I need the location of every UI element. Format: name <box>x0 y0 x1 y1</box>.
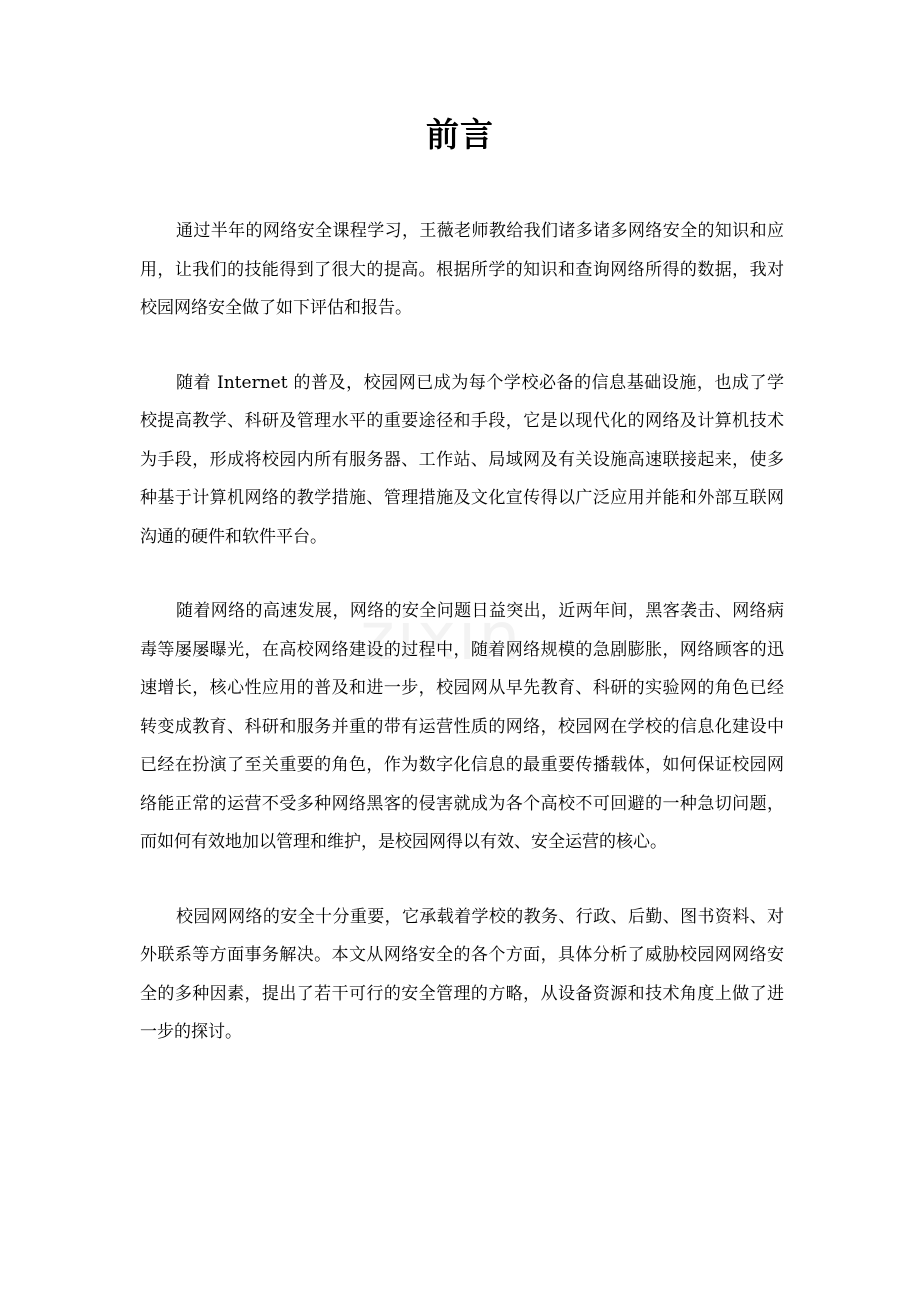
paragraph-2: 随着 Internet 的普及，校园网已成为每个学校必备的信息基础设施，也成了学校提高教学、科研及管理水平的重要途径和手段，它是以现代化的网络及计算机技术为手段，形成将校园内所有服务器、工作站、局域网及有关设施高速联接起来，使多种基于计算机网络的教学措施、管理措施及文化宣传得以广泛应用并能和外部互联网沟通的硬件和软件平台。 <box>140 372 784 547</box>
document-body <box>140 212 784 1088</box>
page-title: 前言 <box>426 115 494 154</box>
paragraph-4: 校园网网络的安全十分重要，它承载着学校的教务、行政、后勤、图书资料、对外联系等方面事务解决。本文从网络安全的各个方面，具体分析了威胁校园网网络安全的多种因素，提出了若干可行的安全管理的方略，从设备资源和技术角度上做了进一步的探讨。 <box>140 906 784 1042</box>
paragraph-1: 通过半年的网络安全课程学习，王薇老师教给我们诸多诸多网络安全的知识和应用，让我们的技能得到了很大的提高。根据所学的知识和查询网络所得的数据，我对校园网络安全做了如下评估和报告。 <box>140 221 784 318</box>
paragraph-3: 随着网络的高速发展，网络的安全问题日益突出，近两年间，黑客袭击、网络病毒等屡屡曝光，在高校网络建设的过程中，随着网络规模的急剧膨胀，网络顾客的迅速增长，核心性应用的普及和进一步，校园网从早先教育、科研的实验网的角色已经转变成教育、科研和服务并重的带有运营性质的网络，校园网在学校的信息化建设中已经在扮演了至关重要的角色，作为数字化信息的最重要传播载体，如何保证校园网络能正常的运营不受多种网络黑客的侵害就成为各个高校不可回避的一种急切问题，而如何有效地加以管理和维护，是校园网得以有效、安全运营的核心。 <box>140 601 784 852</box>
